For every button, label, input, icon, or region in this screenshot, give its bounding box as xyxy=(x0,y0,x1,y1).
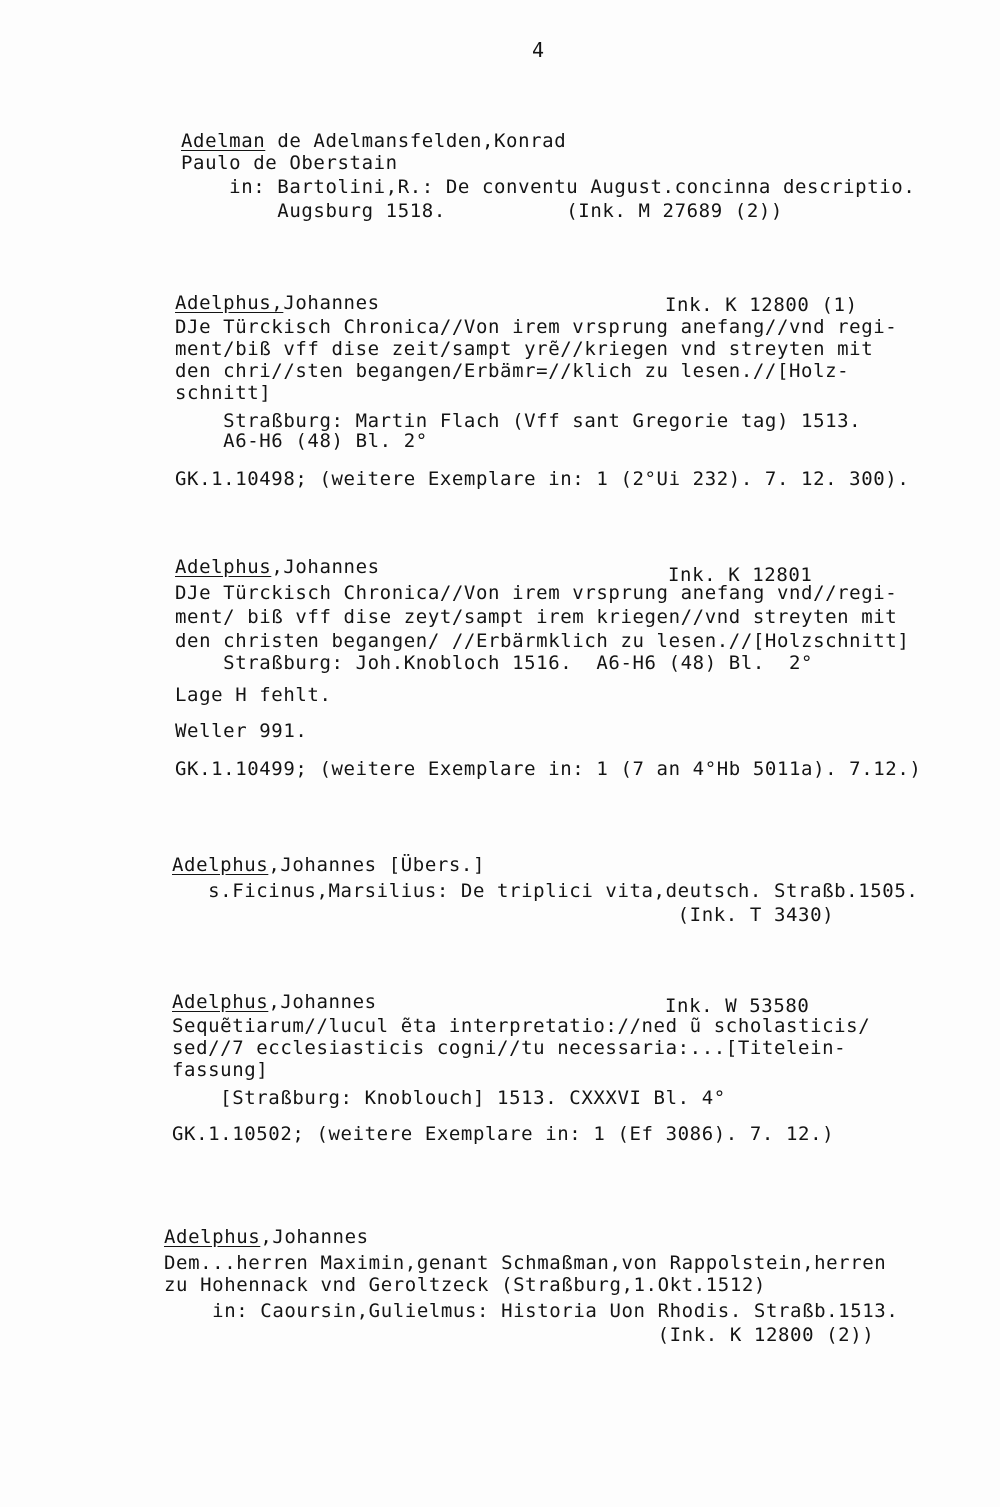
entry-line: fassung] xyxy=(172,1059,269,1081)
entry-heading xyxy=(181,130,566,152)
entry-line: GK.1.10498; (weitere Exemplare in: 1 (2°Ui 232). 7. 12. 300). xyxy=(175,468,910,490)
entry-line: den christen begangen/ //Erbärmklich zu lesen.//[Holzschnitt] xyxy=(175,630,910,652)
entry-line: A6-H6 (48) Bl. 2° xyxy=(175,430,428,452)
entry-heading xyxy=(175,292,380,314)
entry-line: ment/ biß vff dise zeyt/sampt irem kriegen//vnd streyten mit xyxy=(175,606,898,628)
entry-heading xyxy=(172,854,485,876)
heading-rest: ,Johannes xyxy=(260,1226,369,1248)
entry-heading xyxy=(175,556,380,578)
heading-name: Adelman xyxy=(181,130,266,152)
entry-line: (Ink. K 12800 (2)) xyxy=(164,1324,875,1346)
heading-rest: Johannes xyxy=(283,292,380,314)
entry-line: Straßburg: Martin Flach (Vff sant Gregorie tag) 1513. xyxy=(175,410,862,432)
entry-line: s.Ficinus,Marsilius: De triplici vita,deutsch. Straßb.1505. xyxy=(172,880,919,902)
entry-line: Weller 991. xyxy=(175,720,308,742)
entry-line: GK.1.10499; (weitere Exemplare in: 1 (7 an 4°Hb 5011a). 7.12.) xyxy=(175,758,922,780)
entry-line: den chri//sten begangen/Erbämr=//klich zu lesen.//[Holz- xyxy=(175,360,850,382)
entry-line: zu Hohennack vnd Geroltzeck (Straßburg,1.Okt.1512) xyxy=(164,1274,766,1296)
heading-name: Adelphus xyxy=(172,991,269,1013)
entry-line: in: Bartolini,R.: De conventu August.concinna descriptio. xyxy=(181,176,916,198)
shelfmark: Ink. K 12800 (1) xyxy=(665,294,858,316)
heading-name: Adelphus xyxy=(175,556,272,578)
entry-line: schnitt] xyxy=(175,382,272,404)
shelfmark: Ink. K 12801 xyxy=(668,564,813,586)
entry-line: DJe Türckisch Chronica//Von irem vrsprung anefang//vnd regi- xyxy=(175,316,898,338)
entry-line: Dem...herren Maximin,genant Schmaßman,von Rappolstein,herren xyxy=(164,1252,887,1274)
heading-name: Adelphus xyxy=(164,1226,261,1248)
entry-line: Lage H fehlt. xyxy=(175,684,332,706)
entry-line: sed//7 ecclesiasticis cogni//tu necessaria:...[Titelein- xyxy=(172,1037,847,1059)
heading-rest: ,Johannes [Übers.] xyxy=(268,854,486,876)
entry-line: in: Caoursin,Gulielmus: Historia Uon Rhodis. Straßb.1513. xyxy=(164,1300,899,1322)
entry-line: [Straßburg: Knoblouch] 1513. CXXXVI Bl. 4° xyxy=(172,1087,726,1109)
heading-name: Adelphus, xyxy=(175,292,284,314)
entry-line: Straßburg: Joh.Knobloch 1516. A6-H6 (48) Bl. 2° xyxy=(175,652,814,674)
heading-rest: ,Johannes xyxy=(268,991,377,1013)
entry-line: DJe Türckisch Chronica//Von irem vrsprung anefang vnd//regi- xyxy=(175,582,898,604)
entry-line: (Ink. T 3430) xyxy=(172,904,835,926)
heading-name: Adelphus xyxy=(172,854,269,876)
entry-line: Sequẽtiarum//lucul ẽta interpretatio://ned ũ scholasticis/ xyxy=(172,1015,871,1037)
page-number: 4 xyxy=(532,38,545,62)
heading-rest: ,Johannes xyxy=(271,556,380,578)
entry-line: GK.1.10502; (weitere Exemplare in: 1 (Ef 3086). 7. 12.) xyxy=(172,1123,835,1145)
entry-line: Augsburg 1518. (Ink. M 27689 (2)) xyxy=(181,200,783,222)
entry-heading xyxy=(164,1226,369,1248)
shelfmark: Ink. W 53580 xyxy=(665,995,810,1017)
entry-line: ment/biß vff dise zeit/sampt yrẽ//kriegen vnd streyten mit xyxy=(175,338,874,360)
heading-rest: de Adelmansfelden,Konrad xyxy=(265,130,567,152)
entry-heading xyxy=(172,991,377,1013)
entry-line: Paulo de Oberstain xyxy=(181,152,398,174)
